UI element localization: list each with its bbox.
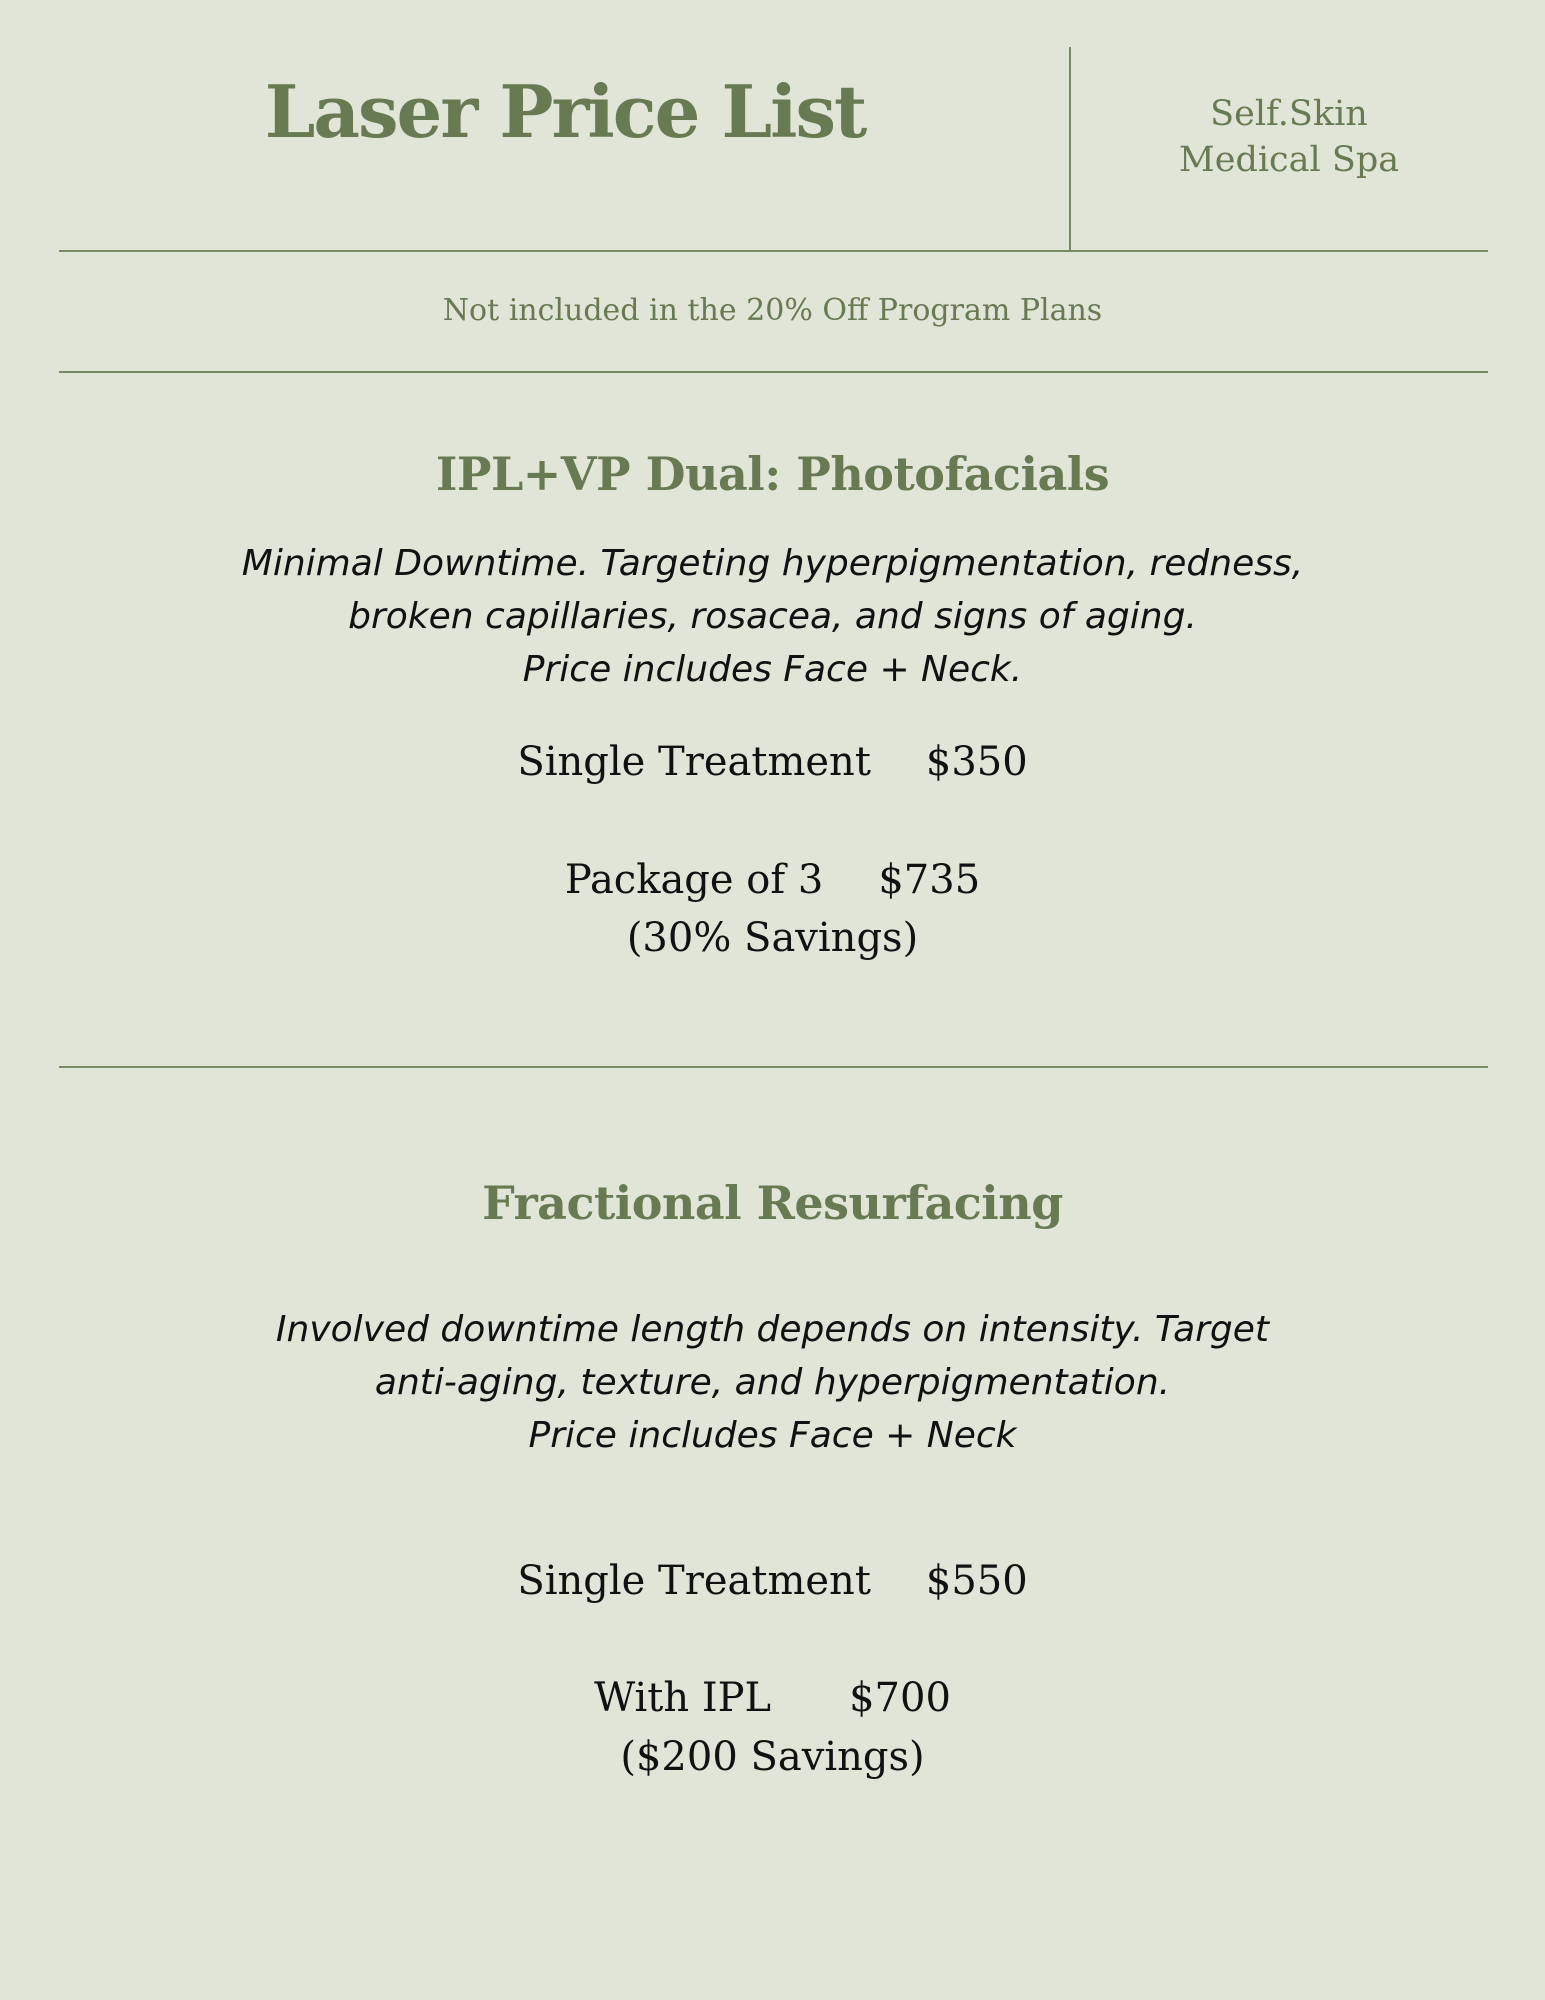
price-label: Single Treatment xyxy=(517,739,871,785)
description-line: Minimal Downtime. Targeting hyperpigmentation, redness, xyxy=(241,543,1304,584)
header-divider xyxy=(59,250,1488,252)
description-line: broken capillaries, rosacea, and signs of aging. xyxy=(348,596,1197,637)
brand-name xyxy=(1070,91,1508,183)
savings-note-fractional: ($200 Savings) xyxy=(620,1734,925,1780)
brand-line-2: Medical Spa xyxy=(1178,140,1400,180)
description-line: anti-aging, texture, and hyperpigmentation. xyxy=(374,1362,1171,1403)
price-row-fractional-with-ipl xyxy=(0,1670,1545,1726)
price-value: $350 xyxy=(925,739,1028,785)
section-description-photofacials xyxy=(0,537,1545,696)
price-label: Package of 3 xyxy=(564,857,824,903)
section-divider xyxy=(59,1066,1488,1068)
page-title: Laser Price List xyxy=(264,69,866,154)
description-line: Price includes Face + Neck. xyxy=(522,649,1023,690)
description-line: Involved downtime length depends on intensity. Target xyxy=(275,1309,1270,1350)
section-title-fractional: Fractional Resurfacing xyxy=(482,1176,1063,1230)
price-value: $700 xyxy=(849,1675,951,1721)
section-description-fractional xyxy=(0,1303,1545,1462)
price-row-photofacials-single xyxy=(0,734,1545,790)
note-divider xyxy=(59,371,1488,373)
price-row-fractional-single xyxy=(0,1553,1545,1609)
price-row-photofacials-package xyxy=(0,852,1545,908)
program-note: Not included in the 20% Off Program Plans xyxy=(442,293,1103,328)
description-line: Price includes Face + Neck xyxy=(528,1415,1017,1456)
price-value: $550 xyxy=(925,1558,1028,1604)
section-title-photofacials: IPL+VP Dual: Photofacials xyxy=(435,447,1110,501)
brand-line-1: Self.Skin xyxy=(1210,94,1368,134)
savings-note-photofacials: (30% Savings) xyxy=(626,915,919,961)
price-label: With IPL xyxy=(594,1675,772,1721)
price-value: $735 xyxy=(878,857,981,903)
price-label: Single Treatment xyxy=(517,1558,871,1604)
